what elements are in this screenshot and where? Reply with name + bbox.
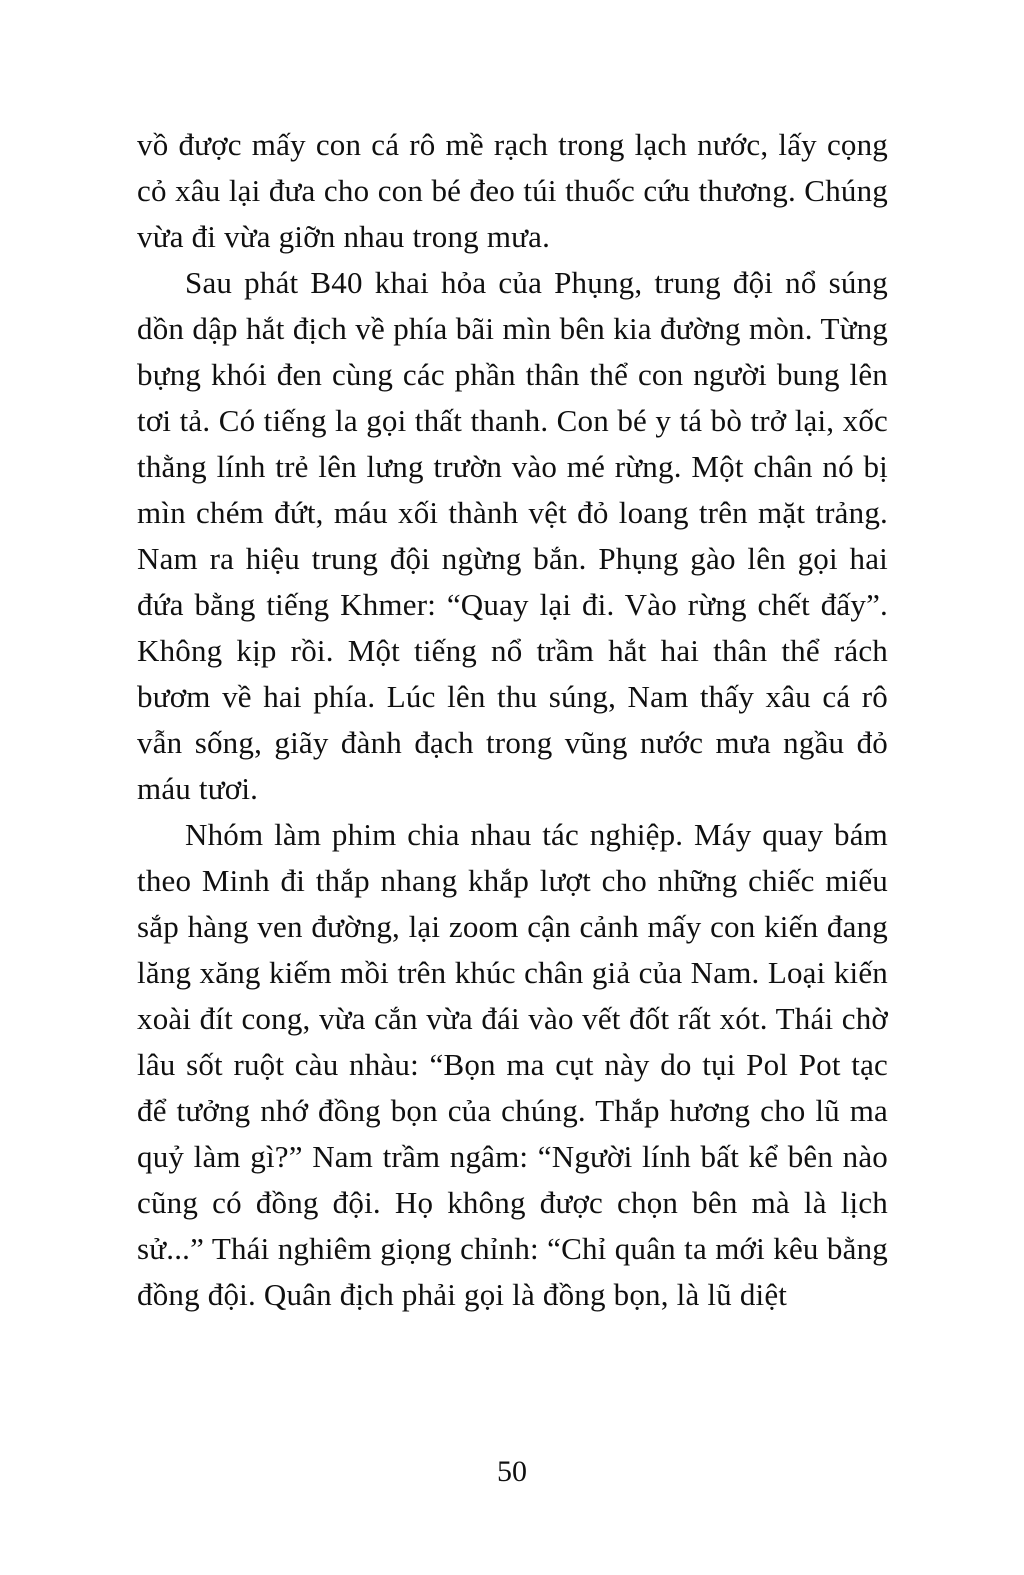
paragraph-continuation: vồ được mấy con cá rô mề rạch trong lạch nước, lấy cọng cỏ xâu lại đưa cho con bé đeo túi thuốc cứu thương. Chúng vừa đi vừa giỡn nhau trong mưa. — [137, 127, 888, 254]
paragraph: Sau phát B40 khai hỏa của Phụng, trung đội nổ súng dồn dập hắt địch về phía bãi mìn bên kia đường mòn. Từng bựng khói đen cùng các phần thân thể con người bung lên tơi tả. Có tiếng la gọi thất thanh. Con bé y tá bò trở lại, xốc thằng lính trẻ lên lưng trườn vào mé rừng. Một chân nó bị mìn chém đứt, máu xối thành vệt đỏ loang trên mặt trảng. Nam ra hiệu trung đội ngừng bắn. Phụng gào lên gọi hai đứa bằng tiếng Khmer: “Quay lại đi. Vào rừng chết đấy”. Không kịp rồi. Một tiếng nổ trầm hắt hai thân thể rách bươm về hai phía. Lúc lên thu súng, Nam thấy xâu cá rô vẫn sống, giãy đành đạch trong vũng nước mưa ngầu đỏ máu tươi. — [137, 265, 888, 806]
page-number: 50 — [497, 1455, 527, 1488]
paragraph: Nhóm làm phim chia nhau tác nghiệp. Máy quay bám theo Minh đi thắp nhang khắp lượt cho những chiếc miếu sắp hàng ven đường, lại zoom cận cảnh mấy con kiến đang lăng xăng kiếm mồi trên khúc chân giả của Nam. Loại kiến xoài đít cong, vừa cắn vừa đái vào vết đốt rất xót. Thái chờ lâu sốt ruột càu nhàu: “Bọn ma cụt này do tụi Pol Pot tạc để tưởng nhớ đồng bọn của chúng. Thắp hương cho lũ ma quỷ làm gì?” Nam trầm ngâm: “Người lính bất kể bên nào cũng có đồng đội. Họ không được chọn bên mà là lịch sử...” Thái nghiêm giọng chỉnh: “Chỉ quân ta mới kêu bằng đồng đội. Quân địch phải gọi là đồng bọn, là lũ diệt — [137, 817, 888, 1312]
body-text — [137, 122, 888, 1318]
